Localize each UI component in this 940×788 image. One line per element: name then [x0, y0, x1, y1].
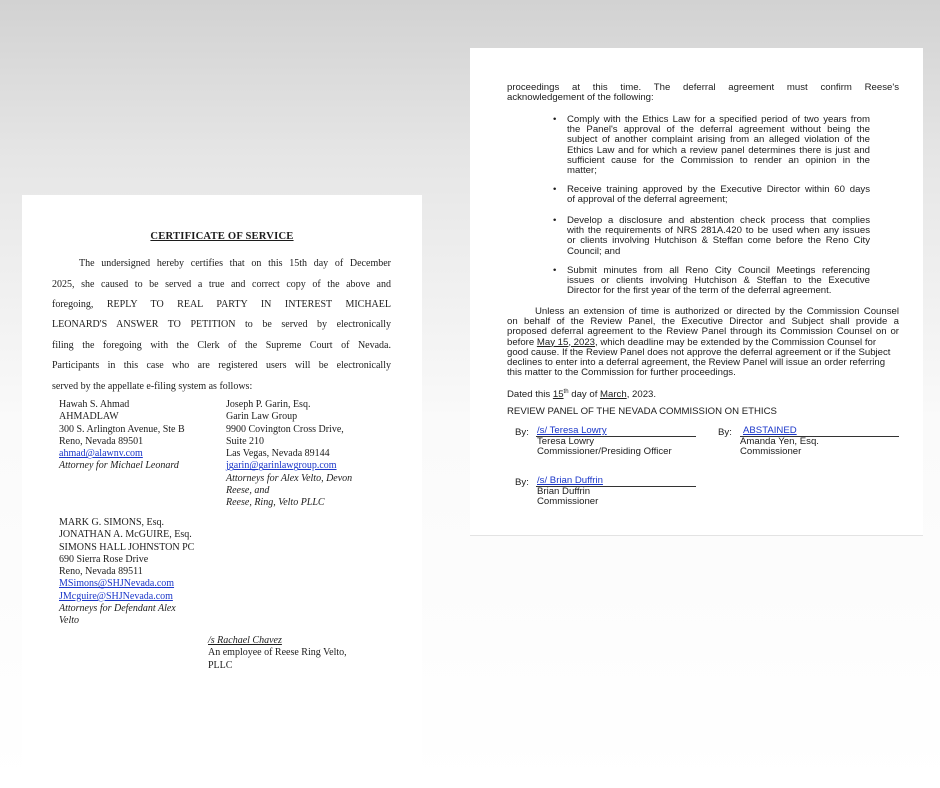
paragraph-line: declines to enter into a deferral agreement, the Review Panel will issue an order referring [507, 357, 886, 369]
bullet-icon: • [553, 184, 557, 195]
recipient-line: Garin Law Group [226, 411, 298, 423]
bullet-line: Director for the first year of the term of the deferral agreement. [567, 285, 832, 297]
recipient-ahmad [59, 399, 185, 473]
recipient-line: 300 S. Arlington Avenue, Ste B [59, 423, 185, 435]
agreement-intro [507, 83, 899, 103]
bullet-line: subject of another complaint arising from an alleged violation of the [567, 134, 870, 146]
agreement-intro-line: acknowledgement of the following: [507, 92, 654, 104]
signer-signature: /s/ Brian Duffrin [537, 475, 603, 486]
bullet-line: sufficient cause for the Commission to render an opinion in the [567, 154, 870, 166]
recipient-line: Reno, Nevada 89511 [59, 566, 143, 578]
deadline-date: May 15, 2023 [536, 336, 596, 348]
certificate-body-line: foregoing, REPLY TO REAL PARTY IN INTEREST MICHAEL [52, 299, 391, 310]
recipient-line: Joseph P. Garin, Esq. [226, 399, 311, 410]
signer-name: Teresa Lowry [537, 436, 595, 447]
signer-details [740, 437, 819, 457]
signer-title: Commissioner [740, 446, 802, 458]
bullet-icon: • [553, 215, 557, 226]
signer-title: Commissioner/Presiding Officer [537, 446, 672, 458]
bullet-line: or clients involving Hutchison & Steffan come before the Reno City [567, 235, 870, 247]
recipient-line: JONATHAN A. McGUIRE, Esq. [59, 529, 192, 541]
bullet-line: Receive training approved by the Executive Director within 60 days [567, 184, 870, 195]
bullet-item [553, 265, 870, 297]
signer-details [537, 487, 598, 507]
recipient-line: Suite 210 [226, 435, 265, 447]
recipient-simons [59, 517, 194, 628]
bullet-line: Council; and [567, 245, 621, 257]
bullet-line: of approval of the deferral agreement; [567, 194, 728, 206]
signer-line: An employee of Reese Ring Velto, [208, 647, 347, 659]
certificate-body-line: Participants in this case who are registered users will be electronically [52, 360, 391, 371]
recipient-role: Attorneys for Defendant Alex [59, 603, 176, 615]
paragraph-line: Unless an extension of time is authorized or directed by the Commission Counsel [535, 306, 899, 317]
signature: /s Rachael Chavez [208, 635, 282, 646]
certificate-body-line: filing the foregoing with the Clerk of the Supreme Court of Nevada. [52, 340, 391, 351]
dated-line [507, 387, 656, 400]
recipient-email-link[interactable]: jgarin@garinlawgroup.com [226, 460, 337, 472]
recipient-line: MARK G. SIMONS, Esq. [59, 517, 165, 528]
bullet-line: the Panel's approval of the deferral agreement without being the [567, 124, 870, 136]
bullet-icon: • [553, 114, 557, 125]
certificate-page [22, 195, 422, 788]
bullet-line: Submit minutes from all Reno City Council Meetings referencing [567, 265, 870, 276]
paragraph-line: proposed deferral agreement to the Review Panel through its Commission Counsel on or [507, 326, 899, 338]
dated-prefix: Dated this [507, 389, 553, 401]
extension-paragraph [507, 307, 899, 378]
bullet-item [553, 215, 870, 257]
certificate-title: CERTIFICATE OF SERVICE [150, 231, 294, 242]
bullet-item [553, 114, 870, 177]
recipient-line: 9900 Covington Cross Drive, [226, 423, 344, 435]
paragraph-line: this matter to the Commission for further proceedings. [507, 367, 736, 379]
deadline-suffix: , which deadline may be extended by the Commission Counsel for [595, 336, 877, 348]
bullet-line: matter; [567, 165, 597, 177]
signer-by-label: By: [515, 427, 529, 438]
signer-by-label: By: [515, 477, 529, 488]
recipient-line: 690 Sierra Rose Drive [59, 553, 149, 565]
paragraph-line: on behalf of the Review Panel, the Executive Director and Subject shall provide a [507, 316, 899, 328]
signer-name: Brian Duffrin [537, 486, 591, 497]
agreement-page [470, 48, 923, 535]
recipient-line: Las Vegas, Nevada 89144 [226, 448, 330, 460]
recipient-email-link[interactable]: JMcguire@SHJNevada.com [59, 590, 173, 602]
agreement-intro-line: proceedings at this time. The deferral agreement must confirm Reese's [507, 82, 899, 93]
signer-by-label: By: [718, 427, 732, 438]
bullet-line: with the requirements of NRS 281A.420 to be used when any issues [567, 225, 870, 237]
dated-day: 15 [552, 389, 564, 401]
recipient-line: Reno, Nevada 89501 [59, 435, 144, 447]
signer-title: Commissioner [537, 496, 599, 508]
recipient-role: Reese, and [226, 485, 270, 497]
panel-heading: REVIEW PANEL OF THE NEVADA COMMISSION ON ETHICS [507, 406, 777, 417]
bullet-line: Ethics Law and for which a review panel determines there is just and [567, 144, 870, 156]
recipient-email-link[interactable]: MSimons@SHJNevada.com [59, 578, 175, 590]
dated-month: March [600, 389, 627, 401]
signer-name: Amanda Yen, Esq. [740, 436, 819, 447]
signer-details [537, 437, 672, 457]
recipient-email-link[interactable]: ahmad@alawnv.com [59, 448, 143, 460]
signer-line: PLLC [208, 659, 233, 671]
bullet-item [553, 184, 870, 206]
certificate-body-line: LEONARD'S ANSWER TO PETITION to be served by electronically [52, 319, 391, 330]
certificate-signature-block [208, 635, 347, 672]
dated-ordinal: th [563, 389, 569, 395]
bullet-line: issues or clients involving Hutchison & Steffan to the Executive [567, 275, 870, 287]
dated-mid: day of [568, 389, 601, 401]
recipient-line: Hawah S. Ahmad [59, 399, 130, 410]
signer-signature: ABSTAINED [743, 425, 797, 436]
signer-signature: /s/ Teresa Lowry [537, 425, 607, 436]
certificate-body-line: 2025, she caused to be served a true and correct copy of the above and [52, 279, 391, 290]
deadline-prefix: before [507, 336, 537, 348]
recipient-garin [226, 399, 352, 510]
dated-suffix: , 2023. [626, 389, 657, 401]
certificate-body-line: The undersigned hereby certifies that on this 15th day of December [79, 258, 391, 269]
bullet-line: Comply with the Ethics Law for a specified period of two years from [567, 114, 870, 125]
recipient-role: Attorneys for Alex Velto, Devon [226, 472, 353, 484]
recipient-line: SIMONS HALL JOHNSTON PC [59, 541, 195, 553]
recipient-role: Attorney for Michael Leonard [59, 460, 179, 472]
recipient-role: Reese, Ring, Velto PLLC [226, 497, 325, 509]
recipient-line: AHMADLAW [59, 411, 119, 423]
bullet-line: Develop a disclosure and abstention check process that complies [567, 215, 870, 226]
paragraph-line: good cause. If the Review Panel does not approve the deferral agreement or if the Subject [507, 346, 891, 358]
bullet-icon: • [553, 265, 557, 276]
recipient-role: Velto [59, 615, 79, 627]
certificate-body-line: served by the appellate e-filing system as follows: [52, 381, 253, 392]
